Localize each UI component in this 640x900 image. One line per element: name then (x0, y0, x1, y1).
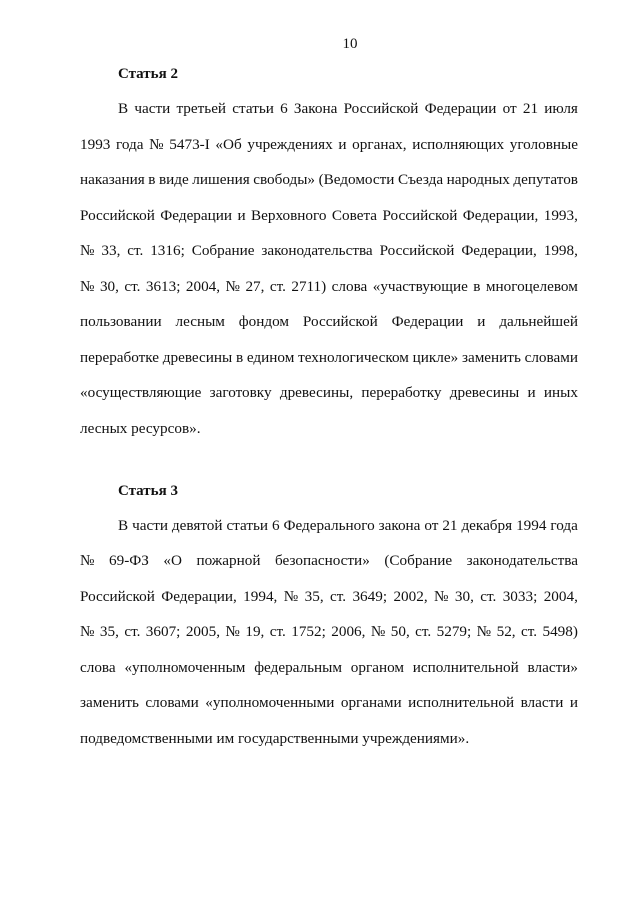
word: 3649; (352, 588, 388, 605)
article-3-line-7: подведомственными им государственными учреждениями». (80, 730, 470, 747)
word: В (118, 100, 129, 117)
word: законодательства (466, 552, 578, 569)
word: Федерации, (461, 242, 537, 259)
word: 5473-I (169, 136, 210, 153)
article-2-line-7 (80, 312, 578, 332)
justified-text (118, 516, 578, 536)
word: 30, (454, 588, 474, 605)
word: органом (350, 659, 404, 676)
word: № (225, 623, 240, 640)
word: в (148, 171, 156, 188)
word: Федерального (283, 517, 375, 534)
word: ст. (480, 588, 497, 605)
word: древесины (162, 349, 233, 366)
word: в (473, 278, 481, 295)
word: ст. (127, 242, 144, 259)
word: от (424, 517, 439, 534)
word: Федерации (391, 313, 464, 330)
word: закона (378, 517, 421, 534)
word: ст. (415, 623, 432, 640)
word: № (80, 278, 95, 295)
word: заготовку (209, 384, 272, 401)
word: «осуществляющие (80, 384, 202, 401)
word: исполнительной (412, 659, 519, 676)
word: Закона (293, 100, 338, 117)
word: 3033; (502, 588, 538, 605)
word: заменить (461, 349, 521, 366)
word: 69-ФЗ (109, 552, 149, 569)
word: власти (520, 694, 564, 711)
word: Федерации (424, 100, 497, 117)
word: 30, (99, 278, 119, 295)
word: 1752; (291, 623, 326, 640)
justified-text (80, 348, 578, 368)
word: ст. (124, 623, 141, 640)
page-number: 10 (342, 36, 358, 52)
word: 3607; (145, 623, 181, 640)
word: Федерации (160, 207, 233, 224)
word: переработке (80, 349, 160, 366)
word: (Собрание (384, 552, 453, 569)
justified-text (80, 170, 578, 190)
word: 1994, (243, 588, 278, 605)
word: № (434, 588, 449, 605)
word: Российской (80, 588, 155, 605)
word: 2006, (331, 623, 366, 640)
article-3-line-3 (80, 587, 578, 607)
word: 1993 (80, 136, 111, 153)
article-2-line-10: лесных ресурсов». (80, 420, 201, 437)
word: федеральным (254, 659, 342, 676)
word: Собрание (191, 242, 255, 259)
word: органах, (352, 136, 407, 153)
article-3-line-4 (80, 622, 578, 642)
word: ст. (330, 588, 347, 605)
word: и (237, 207, 246, 224)
word: 2004, (185, 278, 221, 295)
word: виде (158, 171, 189, 188)
article-2-line-8 (80, 348, 578, 368)
article-2-heading: Статья 2 (118, 66, 178, 82)
article-3-heading: Статья 3 (118, 483, 178, 499)
article-3-line-5 (80, 658, 578, 678)
word: 2004, (543, 588, 578, 605)
word: № (370, 623, 386, 640)
word: № (283, 588, 299, 605)
word: девятой (171, 517, 223, 534)
word: 6 (280, 100, 288, 117)
article-2-line-3 (80, 170, 578, 190)
word: многоцелевом (485, 278, 578, 295)
word: Федерации, (161, 588, 237, 605)
word: ст. (269, 278, 286, 295)
word: «О (163, 552, 182, 569)
word: 21 (442, 517, 458, 534)
word: № (80, 552, 95, 569)
word: 52, (496, 623, 516, 640)
word: иных (543, 384, 578, 401)
word: в (235, 349, 244, 366)
word: «участвующие (372, 278, 468, 295)
word: июля (544, 100, 578, 117)
word: слова (331, 278, 368, 295)
justified-text (80, 587, 578, 607)
justified-text (80, 277, 578, 297)
article-2-line-6 (80, 277, 578, 297)
word: лишения (192, 171, 250, 188)
justified-text (80, 693, 578, 713)
word: словами (145, 694, 199, 711)
article-2-line-5 (80, 241, 578, 261)
word: статьи (226, 517, 269, 534)
word: (Ведомости (318, 171, 395, 188)
word: 50, (390, 623, 410, 640)
word: Российской (343, 100, 419, 117)
word: древесины (449, 384, 520, 401)
word: власти» (527, 659, 578, 676)
word: дальнейшей (499, 313, 578, 330)
word: 27, (245, 278, 265, 295)
word: Верховного (251, 207, 327, 224)
article-2-line-1 (118, 99, 578, 119)
article-2-line-9 (80, 383, 578, 403)
word: цикле» (412, 349, 459, 366)
word: органами (340, 694, 402, 711)
word: 2711) (291, 278, 327, 295)
word: от (502, 100, 517, 117)
word: 5498) (542, 623, 578, 640)
word: и (569, 694, 578, 711)
word: 35, (99, 623, 119, 640)
word: Российской (302, 313, 378, 330)
word: наказания (80, 171, 145, 188)
word: исполнительной (408, 694, 515, 711)
word: третьей (176, 100, 227, 117)
word: народных (446, 171, 510, 188)
word: 33, (101, 242, 121, 259)
word: «Об (215, 136, 242, 153)
justified-text (80, 551, 578, 571)
justified-text (80, 658, 578, 678)
word: депутатов (513, 171, 578, 188)
word: 2005, (185, 623, 220, 640)
word: и (477, 313, 486, 330)
word: 1993, (543, 207, 578, 224)
word: № (225, 278, 240, 295)
word: № (80, 623, 95, 640)
word: заменить (80, 694, 139, 711)
word: фондом (238, 313, 290, 330)
word: Совета (331, 207, 378, 224)
justified-text (80, 135, 578, 155)
word: части (134, 100, 171, 117)
word: 1316; (150, 242, 185, 259)
word: 1998, (543, 242, 578, 259)
article-2-line-2 (80, 135, 578, 155)
word: 2002, (393, 588, 428, 605)
word: 35, (304, 588, 324, 605)
word: слова (80, 659, 116, 676)
justified-text (80, 206, 578, 226)
justified-text (118, 99, 578, 119)
justified-text (80, 383, 578, 403)
justified-text (80, 241, 578, 261)
word: ст. (124, 278, 141, 295)
word: исполняющих (412, 136, 505, 153)
word: ст. (521, 623, 538, 640)
word: пожарной (196, 552, 261, 569)
word: 6 (271, 517, 280, 534)
word: пользовании (80, 313, 162, 330)
word: Съезда (397, 171, 444, 188)
word: 5279; (436, 623, 472, 640)
word: № (80, 242, 95, 259)
word: лесным (175, 313, 225, 330)
word: части (132, 517, 168, 534)
word: Федерации, (462, 207, 539, 224)
word: Российской (80, 207, 155, 224)
word: № (476, 623, 492, 640)
justified-text (80, 622, 578, 642)
word: уголовные (509, 136, 578, 153)
word: 19, (245, 623, 265, 640)
word: переработку (361, 384, 442, 401)
justified-text (80, 312, 578, 332)
word: декабря (461, 517, 513, 534)
word: № (149, 136, 164, 153)
word: статьи (232, 100, 274, 117)
word: Российской (379, 242, 455, 259)
word: и (527, 384, 536, 401)
word: и (338, 136, 347, 153)
word: «уполномоченными (205, 694, 335, 711)
word: В (118, 517, 129, 534)
word: «уполномоченным (124, 659, 246, 676)
word: законодательства (261, 242, 373, 259)
word: едином (246, 349, 295, 366)
article-3-line-6 (80, 693, 578, 713)
word: 21 (522, 100, 539, 117)
article-3-line-1 (118, 516, 578, 536)
article-2-line-4 (80, 206, 578, 226)
word: технологическом (298, 349, 409, 366)
word: учреждениях (247, 136, 333, 153)
word: 1994 (516, 517, 547, 534)
word: безопасности» (275, 552, 370, 569)
article-3-line-2 (80, 551, 578, 571)
word: словами (524, 349, 578, 366)
word: древесины, (279, 384, 354, 401)
word: года (550, 517, 578, 534)
word: ст. (269, 623, 286, 640)
word: свободы» (253, 171, 316, 188)
word: Российской (382, 207, 458, 224)
word: 3613; (145, 278, 181, 295)
word: года (116, 136, 144, 153)
